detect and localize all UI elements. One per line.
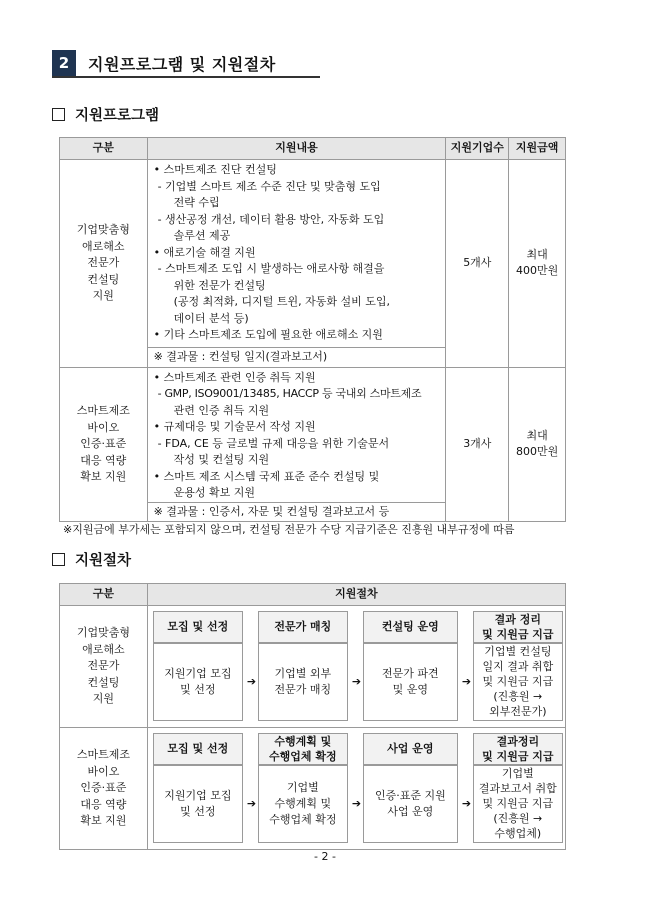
- amount-line: 최대: [526, 247, 548, 261]
- procedures-heading-text: 지원절차: [75, 553, 132, 569]
- content-line: - 기업별 스마트 제조 수준 진단 및 맞춤형 도입: [157, 179, 381, 193]
- step-body: 기업별 컨설팅 일지 결과 취합 및 지원금 지급 (진흥원 → 외부전문가): [473, 643, 563, 721]
- category-line: 전문가: [87, 659, 120, 673]
- content-line: 솔루션 제공: [173, 229, 231, 242]
- arrow-icon: ➔: [351, 674, 362, 688]
- step-body: 지원기업 모집 및 선정: [153, 643, 243, 721]
- step-title: 전문가 매칭: [258, 611, 348, 643]
- category-line: 전문가: [87, 256, 120, 269]
- category-line: 바이오: [87, 420, 120, 434]
- header-category: 구분: [60, 584, 148, 606]
- category-line: 확보 지원: [80, 814, 127, 828]
- content-line: - 생산공정 개선, 데이터 활용 방안, 자동화 도입: [157, 212, 385, 226]
- category-line: 컨설팅: [87, 675, 120, 689]
- category-line: 대응 역량: [80, 453, 127, 467]
- step-title: 모집 및 선정: [153, 611, 243, 643]
- row-amount: [509, 160, 566, 368]
- category-line: 인증·표준: [80, 437, 127, 450]
- content-line: - FDA, CE 등 글로벌 규제 대응을 위한 기술문서: [157, 436, 390, 450]
- category-line: 컨설팅: [87, 272, 120, 286]
- content-line: 운용성 확보 지원: [173, 486, 255, 499]
- content-line: • 스마트제조 관련 인증 취득 지원: [153, 370, 316, 384]
- procedure-flow: [147, 606, 565, 728]
- category-line: 기업맞춤형: [76, 223, 130, 236]
- row-count: 5개사: [446, 160, 509, 368]
- step-body: 전문가 파견 및 운영: [363, 643, 458, 721]
- checkbox-icon: [52, 108, 65, 121]
- programs-note: ※지원금에 부가세는 포함되지 않으며, 컨설팅 전문가 수당 지급기준은 진흥원 내부규정에 따름: [63, 523, 515, 536]
- category-line: 인증·표준: [80, 781, 127, 795]
- arrow-icon: ➔: [351, 796, 362, 810]
- section-header: [52, 50, 320, 78]
- step-title: 결과 정리 및 지원금 지급: [473, 611, 563, 643]
- step-title: 수행계획 및 수행업체 확정: [258, 733, 348, 765]
- content-line: - GMP, ISO9001/13485, HACCP 등 국내외 스마트제조: [157, 387, 422, 400]
- procedure-flow: [147, 728, 565, 850]
- category-line: 지원: [92, 289, 114, 302]
- step-title: 컨설팅 운영: [363, 611, 458, 643]
- procedures-table: [59, 583, 566, 850]
- row-amount: [509, 367, 566, 522]
- category-line: 스마트제조: [76, 404, 130, 417]
- row-category: [60, 367, 148, 522]
- header-category: 구분: [60, 138, 148, 160]
- content-line: 전략 수립: [173, 196, 220, 209]
- row-count: 3개사: [446, 367, 509, 522]
- header-amount: 지원금액: [509, 138, 566, 160]
- category-line: 애로해소: [82, 642, 125, 656]
- programs-heading-text: 지원프로그램: [75, 108, 160, 124]
- programs-heading: [52, 104, 159, 125]
- category-line: 기업맞춤형: [76, 626, 130, 640]
- content-line: • 애로기술 해결 지원: [153, 245, 256, 259]
- arrow-icon: ➔: [461, 674, 472, 688]
- table-row: [60, 367, 566, 502]
- step-body: 기업별 수행계획 및 수행업체 확정: [258, 765, 348, 843]
- programs-table: [59, 137, 566, 522]
- row-result: ※ 결과물 : 인증서, 자문 및 컨설팅 결과보고서 등: [147, 502, 446, 522]
- category-line: 대응 역량: [80, 797, 127, 811]
- category-line: 지원: [92, 692, 115, 706]
- content-line: 관련 인증 취득 지원: [173, 403, 270, 417]
- content-line: • 규제대응 및 기술문서 작성 지원: [153, 420, 316, 433]
- step-body: 기업별 외부 전문가 매칭: [258, 643, 348, 721]
- category-line: 애로해소: [82, 239, 125, 253]
- table-row: [60, 160, 566, 348]
- arrow-icon: ➔: [246, 674, 257, 688]
- step-title: 결과정리 및 지원금 지급: [473, 733, 563, 765]
- header-count: 지원기업수: [446, 138, 509, 160]
- row-category: [60, 728, 148, 850]
- category-line: 바이오: [87, 764, 120, 778]
- category-line: 스마트제조: [76, 748, 130, 762]
- content-line: (공정 최적화, 디지털 트윈, 자동화 설비 도입,: [173, 295, 390, 308]
- row-content: [147, 160, 446, 348]
- procedures-heading: [52, 549, 131, 570]
- row-category: [60, 160, 148, 368]
- content-line: 데이터 분석 등): [173, 311, 249, 325]
- step-body: 기업별 결과보고서 취합 및 지원금 지급 (진흥원 → 수행업체): [473, 765, 563, 843]
- row-result: ※ 결과물 : 컨설팅 일지(결과보고서): [147, 348, 446, 368]
- step-title: 모집 및 선정: [153, 733, 243, 765]
- row-content: [147, 367, 446, 502]
- category-line: 확보 지원: [80, 470, 127, 483]
- content-line: - 스마트제조 도입 시 발생하는 애로사항 해결을: [157, 262, 385, 275]
- table-row: [60, 728, 566, 850]
- content-line: • 기타 스마트제조 도입에 필요한 애로해소 지원: [153, 328, 383, 341]
- content-line: 위한 전문가 컨설팅: [173, 278, 266, 292]
- amount-line: 최대: [526, 428, 548, 442]
- step-title: 사업 운영: [363, 733, 458, 765]
- section-title: 지원프로그램 및 지원절차: [88, 54, 276, 74]
- checkbox-icon: [52, 553, 65, 566]
- page-number: - 2 -: [314, 850, 336, 863]
- amount-line: 800만원: [515, 445, 559, 459]
- programs-header-row: [60, 138, 566, 160]
- header-procedure: 지원절차: [147, 584, 565, 606]
- table-row: [60, 606, 566, 728]
- amount-line: 400만원: [515, 264, 559, 278]
- arrow-icon: ➔: [246, 796, 257, 810]
- procedures-header-row: [60, 584, 566, 606]
- arrow-icon: ➔: [461, 796, 472, 810]
- content-line: • 스마트 제조 시스템 국제 표준 준수 컨설팅 및: [153, 469, 380, 483]
- content-line: 작성 및 컨설팅 지원: [173, 453, 270, 466]
- step-body: 인증·표준 지원 사업 운영: [363, 765, 458, 843]
- step-body: 지원기업 모집 및 선정: [153, 765, 243, 843]
- header-content: 지원내용: [147, 138, 446, 160]
- row-category: [60, 606, 148, 728]
- content-line: • 스마트제조 진단 컨설팅: [153, 163, 277, 176]
- section-number: 2: [52, 50, 76, 76]
